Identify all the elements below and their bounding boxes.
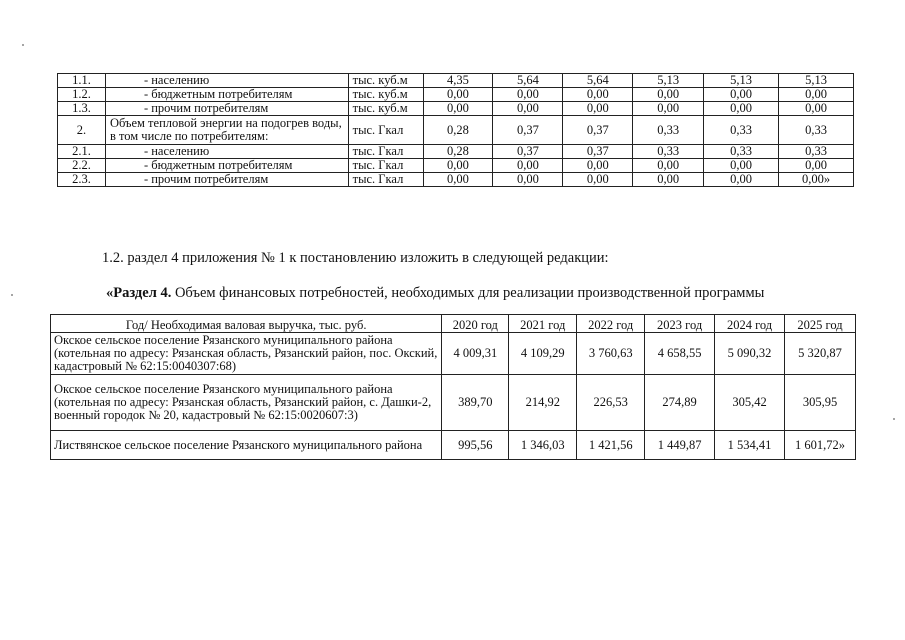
row-value: 0,37 bbox=[493, 116, 563, 145]
row-value: 0,00 bbox=[704, 102, 779, 116]
row-unit: тыс. Гкал bbox=[348, 173, 423, 187]
table-row bbox=[58, 145, 854, 159]
row-value: 0,00 bbox=[423, 88, 493, 102]
row-name: - бюджетным потребителям bbox=[105, 88, 348, 102]
row-value: 0,00 bbox=[704, 159, 779, 173]
row-value: 0,00 bbox=[423, 173, 493, 187]
row-value: 0,00 bbox=[563, 159, 633, 173]
amendment-paragraph: 1.2. раздел 4 приложения № 1 к постановлению изложить в следующей редакции: bbox=[102, 250, 609, 266]
row-unit: тыс. Гкал bbox=[348, 159, 423, 173]
table-row bbox=[58, 74, 854, 88]
scan-speck bbox=[893, 418, 895, 420]
row-value: 0,00 bbox=[563, 102, 633, 116]
row-value: 0,00» bbox=[779, 173, 854, 187]
row-name: Окское сельское поселение Рязанского муниципального района (котельная по адресу: Рязанская область, Рязанский район, с. Дашки-2, военный городок № 20, кадастровый № 62:15:0020607:3) bbox=[51, 375, 442, 431]
row-value: 0,37 bbox=[563, 116, 633, 145]
row-value: 0,00 bbox=[779, 102, 854, 116]
table-row bbox=[58, 116, 854, 145]
section-heading-bold: «Раздел 4. bbox=[106, 285, 172, 301]
table-row bbox=[58, 173, 854, 187]
row-name: - населению bbox=[105, 145, 348, 159]
row-name: - населению bbox=[105, 74, 348, 88]
row-value: 0,00 bbox=[493, 88, 563, 102]
row-value: 0,00 bbox=[423, 102, 493, 116]
row-value: 5,13 bbox=[704, 74, 779, 88]
column-header: 2024 год bbox=[715, 315, 785, 333]
table-row bbox=[51, 333, 856, 375]
row-value: 0,37 bbox=[493, 145, 563, 159]
row-value: 5,64 bbox=[493, 74, 563, 88]
row-name: Листвянское сельское поселение Рязанского муниципального района bbox=[51, 431, 442, 460]
section-heading-text: Объем финансовых потребностей, необходимых для реализации производственной программы bbox=[171, 285, 765, 301]
row-value: 0,00 bbox=[779, 88, 854, 102]
row-name: - прочим потребителям bbox=[105, 102, 348, 116]
column-header: 2022 год bbox=[577, 315, 645, 333]
table-row bbox=[58, 88, 854, 102]
row-value: 5,13 bbox=[633, 74, 704, 88]
column-header: 2021 год bbox=[509, 315, 577, 333]
row-value: 1 346,03 bbox=[509, 431, 577, 460]
row-value: 1 601,72» bbox=[785, 431, 856, 460]
row-number: 2.3. bbox=[58, 173, 106, 187]
row-value: 0,00 bbox=[633, 102, 704, 116]
row-value: 0,33 bbox=[779, 145, 854, 159]
row-value: 1 421,56 bbox=[577, 431, 645, 460]
row-value: 0,00 bbox=[563, 173, 633, 187]
row-value: 389,70 bbox=[442, 375, 509, 431]
row-unit: тыс. куб.м bbox=[348, 74, 423, 88]
row-value: 226,53 bbox=[577, 375, 645, 431]
row-number: 2.2. bbox=[58, 159, 106, 173]
row-value: 0,00 bbox=[633, 88, 704, 102]
table-row bbox=[58, 159, 854, 173]
table-row bbox=[51, 431, 856, 460]
row-value: 5 090,32 bbox=[715, 333, 785, 375]
row-value: 0,33 bbox=[704, 145, 779, 159]
row-number: 1.2. bbox=[58, 88, 106, 102]
row-value: 0,28 bbox=[423, 145, 493, 159]
row-name: - прочим потребителям bbox=[105, 173, 348, 187]
table-row bbox=[58, 102, 854, 116]
row-value: 0,33 bbox=[633, 116, 704, 145]
row-value: 0,33 bbox=[779, 116, 854, 145]
row-value: 4,35 bbox=[423, 74, 493, 88]
row-unit: тыс. куб.м bbox=[348, 88, 423, 102]
row-value: 305,95 bbox=[785, 375, 856, 431]
row-value: 0,33 bbox=[704, 116, 779, 145]
row-value: 0,00 bbox=[493, 159, 563, 173]
row-unit: тыс. Гкал bbox=[348, 116, 423, 145]
row-value: 0,00 bbox=[423, 159, 493, 173]
row-value: 4 658,55 bbox=[645, 333, 715, 375]
row-value: 0,00 bbox=[493, 173, 563, 187]
row-value: 1 449,87 bbox=[645, 431, 715, 460]
scan-speck bbox=[11, 294, 13, 296]
row-value: 0,00 bbox=[633, 173, 704, 187]
row-value: 5 320,87 bbox=[785, 333, 856, 375]
column-header: Год/ Необходимая валовая выручка, тыс. руб. bbox=[51, 315, 442, 333]
row-value: 0,00 bbox=[779, 159, 854, 173]
section-heading bbox=[106, 285, 764, 302]
column-header: 2025 год bbox=[785, 315, 856, 333]
row-name: Окское сельское поселение Рязанского муниципального района (котельная по адресу: Рязанская область, Рязанский район, пос. Окский, кадастровый № 62:15:0040307:68) bbox=[51, 333, 442, 375]
row-value: 5,64 bbox=[563, 74, 633, 88]
column-header: 2020 год bbox=[442, 315, 509, 333]
row-value: 305,42 bbox=[715, 375, 785, 431]
row-name: Объем тепловой энергии на подогрев воды, в том числе по потребителям: bbox=[105, 116, 348, 145]
row-number: 2. bbox=[58, 116, 106, 145]
row-name: - бюджетным потребителям bbox=[105, 159, 348, 173]
row-value: 0,33 bbox=[633, 145, 704, 159]
row-value: 3 760,63 bbox=[577, 333, 645, 375]
row-number: 1.3. bbox=[58, 102, 106, 116]
row-number: 1.1. bbox=[58, 74, 106, 88]
row-value: 0,00 bbox=[493, 102, 563, 116]
column-header: 2023 год bbox=[645, 315, 715, 333]
row-value: 0,00 bbox=[704, 173, 779, 187]
row-value: 4 009,31 bbox=[442, 333, 509, 375]
row-value: 214,92 bbox=[509, 375, 577, 431]
table-header-row bbox=[51, 315, 856, 333]
row-unit: тыс. Гкал bbox=[348, 145, 423, 159]
table-row bbox=[51, 375, 856, 431]
row-value: 995,56 bbox=[442, 431, 509, 460]
row-value: 0,00 bbox=[563, 88, 633, 102]
row-value: 274,89 bbox=[645, 375, 715, 431]
financial-needs-table bbox=[50, 314, 856, 460]
row-value: 0,00 bbox=[704, 88, 779, 102]
row-unit: тыс. куб.м bbox=[348, 102, 423, 116]
row-value: 0,00 bbox=[633, 159, 704, 173]
consumption-table bbox=[57, 73, 854, 187]
row-value: 1 534,41 bbox=[715, 431, 785, 460]
row-number: 2.1. bbox=[58, 145, 106, 159]
row-value: 4 109,29 bbox=[509, 333, 577, 375]
row-value: 0,28 bbox=[423, 116, 493, 145]
scan-speck bbox=[22, 44, 24, 46]
row-value: 5,13 bbox=[779, 74, 854, 88]
row-value: 0,37 bbox=[563, 145, 633, 159]
